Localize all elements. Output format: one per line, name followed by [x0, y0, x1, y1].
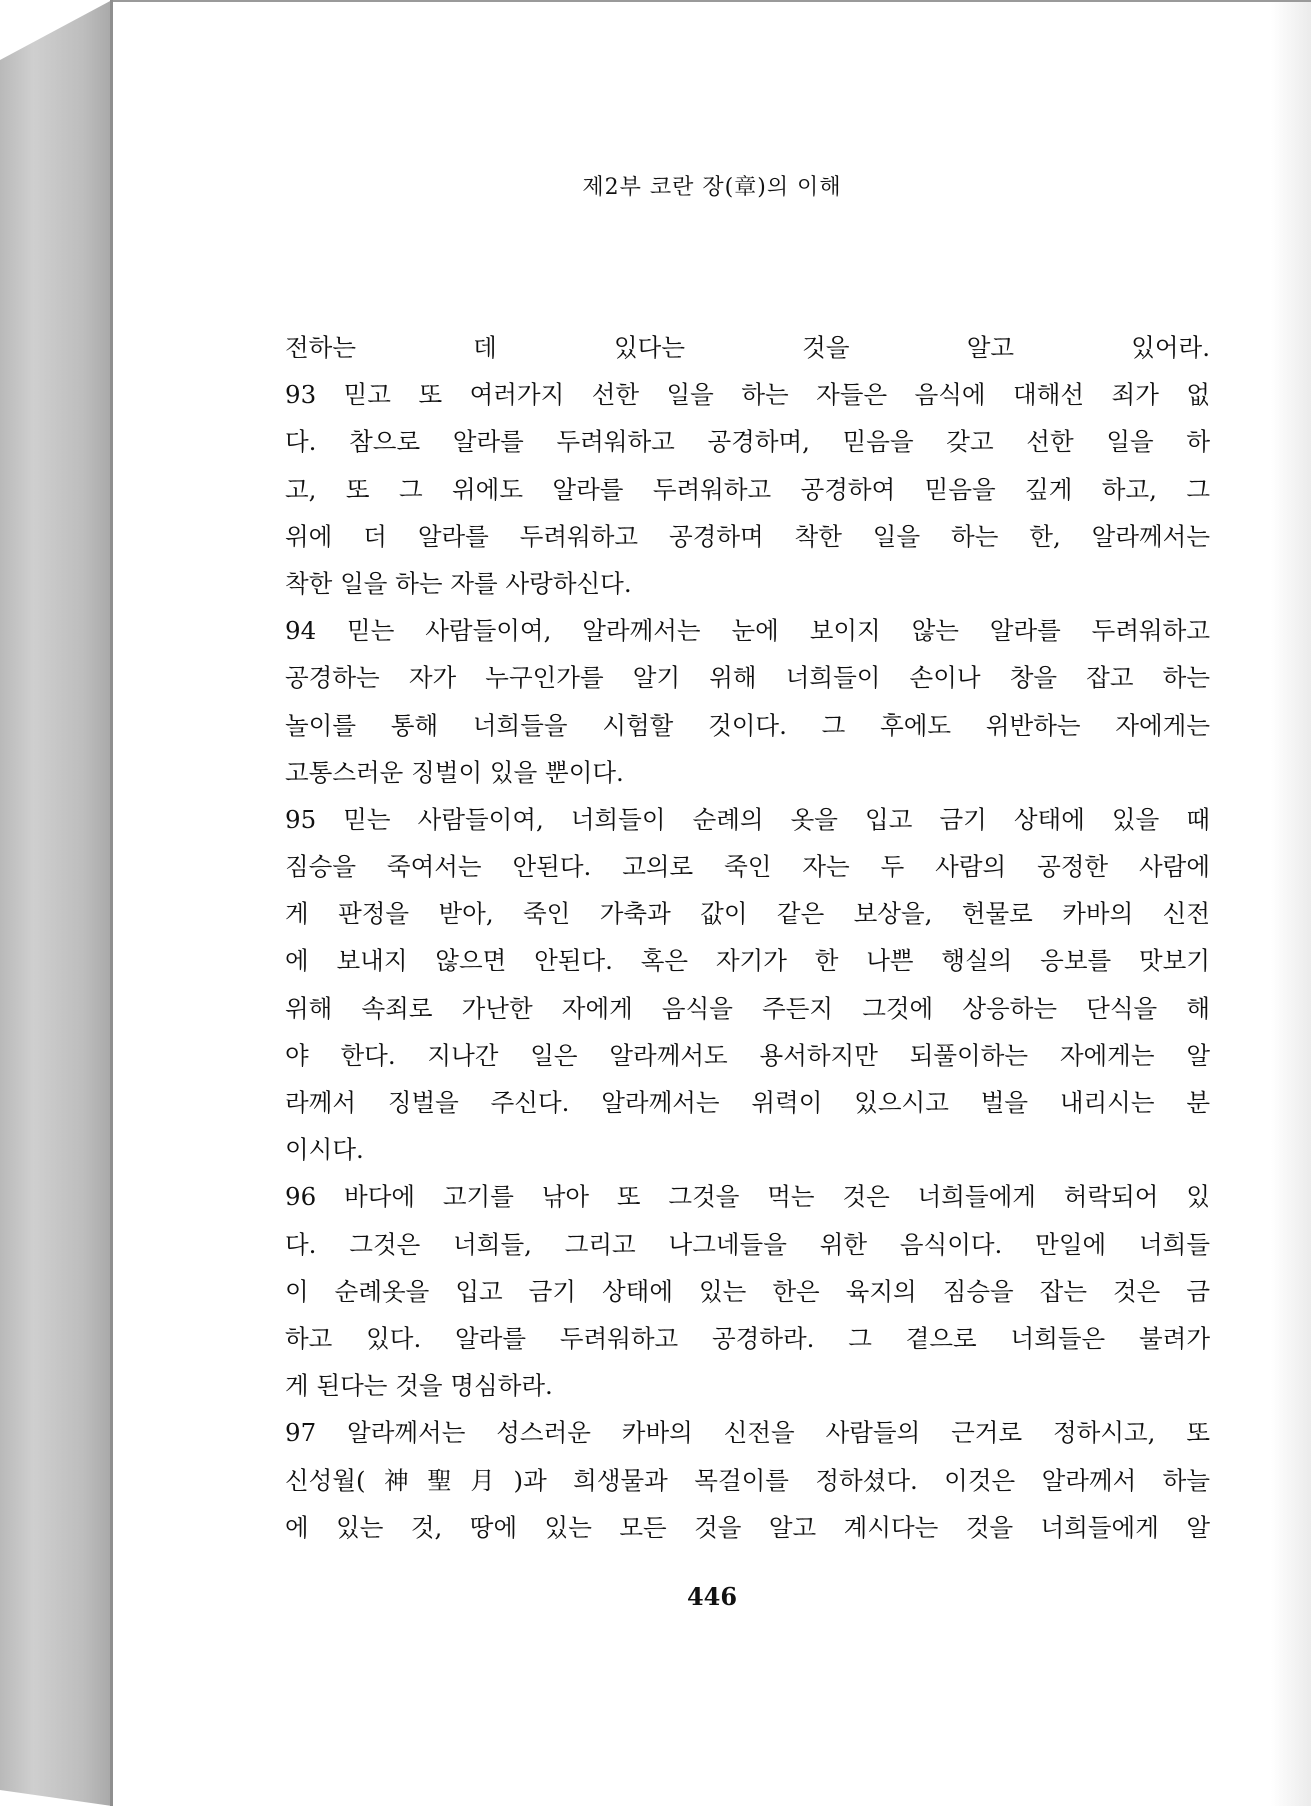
text-line: 다. 그것은 너희들, 그리고 나그네들을 위한 음식이다. 만일에 너희들 [285, 1229, 1210, 1259]
page-number: 446 [686, 1582, 738, 1611]
text-line: 이시다. [285, 1135, 364, 1165]
book-spine [0, 0, 112, 1806]
text-line: 고, 또 그 위에도 알라를 두려워하고 공경하여 믿음을 깊게 하고, 그 [285, 474, 1210, 504]
text-line: 97 알라께서는 성스러운 카바의 신전을 사람들의 근거로 정하시고, 또 [285, 1418, 1210, 1448]
text-line: 95 믿는 사람들이여, 너희들이 순례의 옷을 입고 금기 상태에 있을 때 [285, 804, 1210, 834]
text-line: 에 보내지 않으면 안된다. 혹은 자기가 한 나쁜 행실의 응보를 맛보기 [285, 946, 1210, 976]
running-header: 제2부 코란 장(章)의 이해 [582, 175, 842, 200]
text-line: 이 순례옷을 입고 금기 상태에 있는 한은 육지의 짐승을 잡는 것은 금 [285, 1276, 1210, 1306]
text-line: 전하는 데 있다는 것을 알고 있어라. [285, 333, 1210, 362]
text-line: 고통스러운 징벌이 있을 뿐이다. [285, 757, 624, 787]
text-line: 게 된다는 것을 명심하라. [285, 1371, 553, 1401]
text-line: 96 바다에 고기를 낚아 또 그것을 먹는 것은 너희들에게 허락되어 있 [285, 1182, 1210, 1212]
text-line: 착한 일을 하는 자를 사랑하신다. [285, 568, 632, 598]
text-line: 위해 속죄로 가난한 자에게 음식을 주든지 그것에 상응하는 단식을 해 [285, 993, 1210, 1023]
text-line: 하고 있다. 알라를 두려워하고 공경하라. 그 곁으로 너희들은 불려가 [285, 1323, 1210, 1353]
text-line: 다. 참으로 알라를 두려워하고 공경하며, 믿음을 갖고 선한 일을 하 [285, 427, 1210, 457]
text-line: 공경하는 자가 누구인가를 알기 위해 너희들이 손이나 창을 잡고 하는 [285, 663, 1210, 693]
text-line: 짐승을 죽여서는 안된다. 고의로 죽인 자는 두 사람의 공정한 사람에 [285, 852, 1210, 882]
text-line: 94 믿는 사람들이여, 알라께서는 눈에 보이지 않는 알라를 두려워하고 [285, 616, 1210, 646]
text-line: 게 판정을 받아, 죽인 가축과 값이 같은 보상을, 헌물로 카바의 신전 [285, 899, 1210, 929]
text-line: 놀이를 통해 너희들을 시험할 것이다. 그 후에도 위반하는 자에게는 [285, 710, 1210, 740]
text-line: 야 한다. 지나간 일은 알라께서도 용서하지만 되풀이하는 자에게는 알 [285, 1040, 1210, 1070]
body-text [285, 324, 1210, 1551]
text-line: 위에 더 알라를 두려워하고 공경하며 착한 일을 하는 한, 알라께서는 [285, 521, 1210, 551]
text-line: 신성월(神聖月)과 희생물과 목걸이를 정하셨다. 이것은 알라께서 하늘 [285, 1465, 1210, 1495]
text-line: 93 믿고 또 여러가지 선한 일을 하는 자들은 음식에 대해선 죄가 없 [285, 380, 1210, 410]
book-page [113, 0, 1311, 1806]
page-edge-shadow [1271, 2, 1311, 1806]
text-line: 라께서 징벌을 주신다. 알라께서는 위력이 있으시고 벌을 내리시는 분 [285, 1088, 1210, 1117]
text-line: 에 있는 것, 땅에 있는 모든 것을 알고 계시다는 것을 너희들에게 알 [285, 1512, 1210, 1542]
